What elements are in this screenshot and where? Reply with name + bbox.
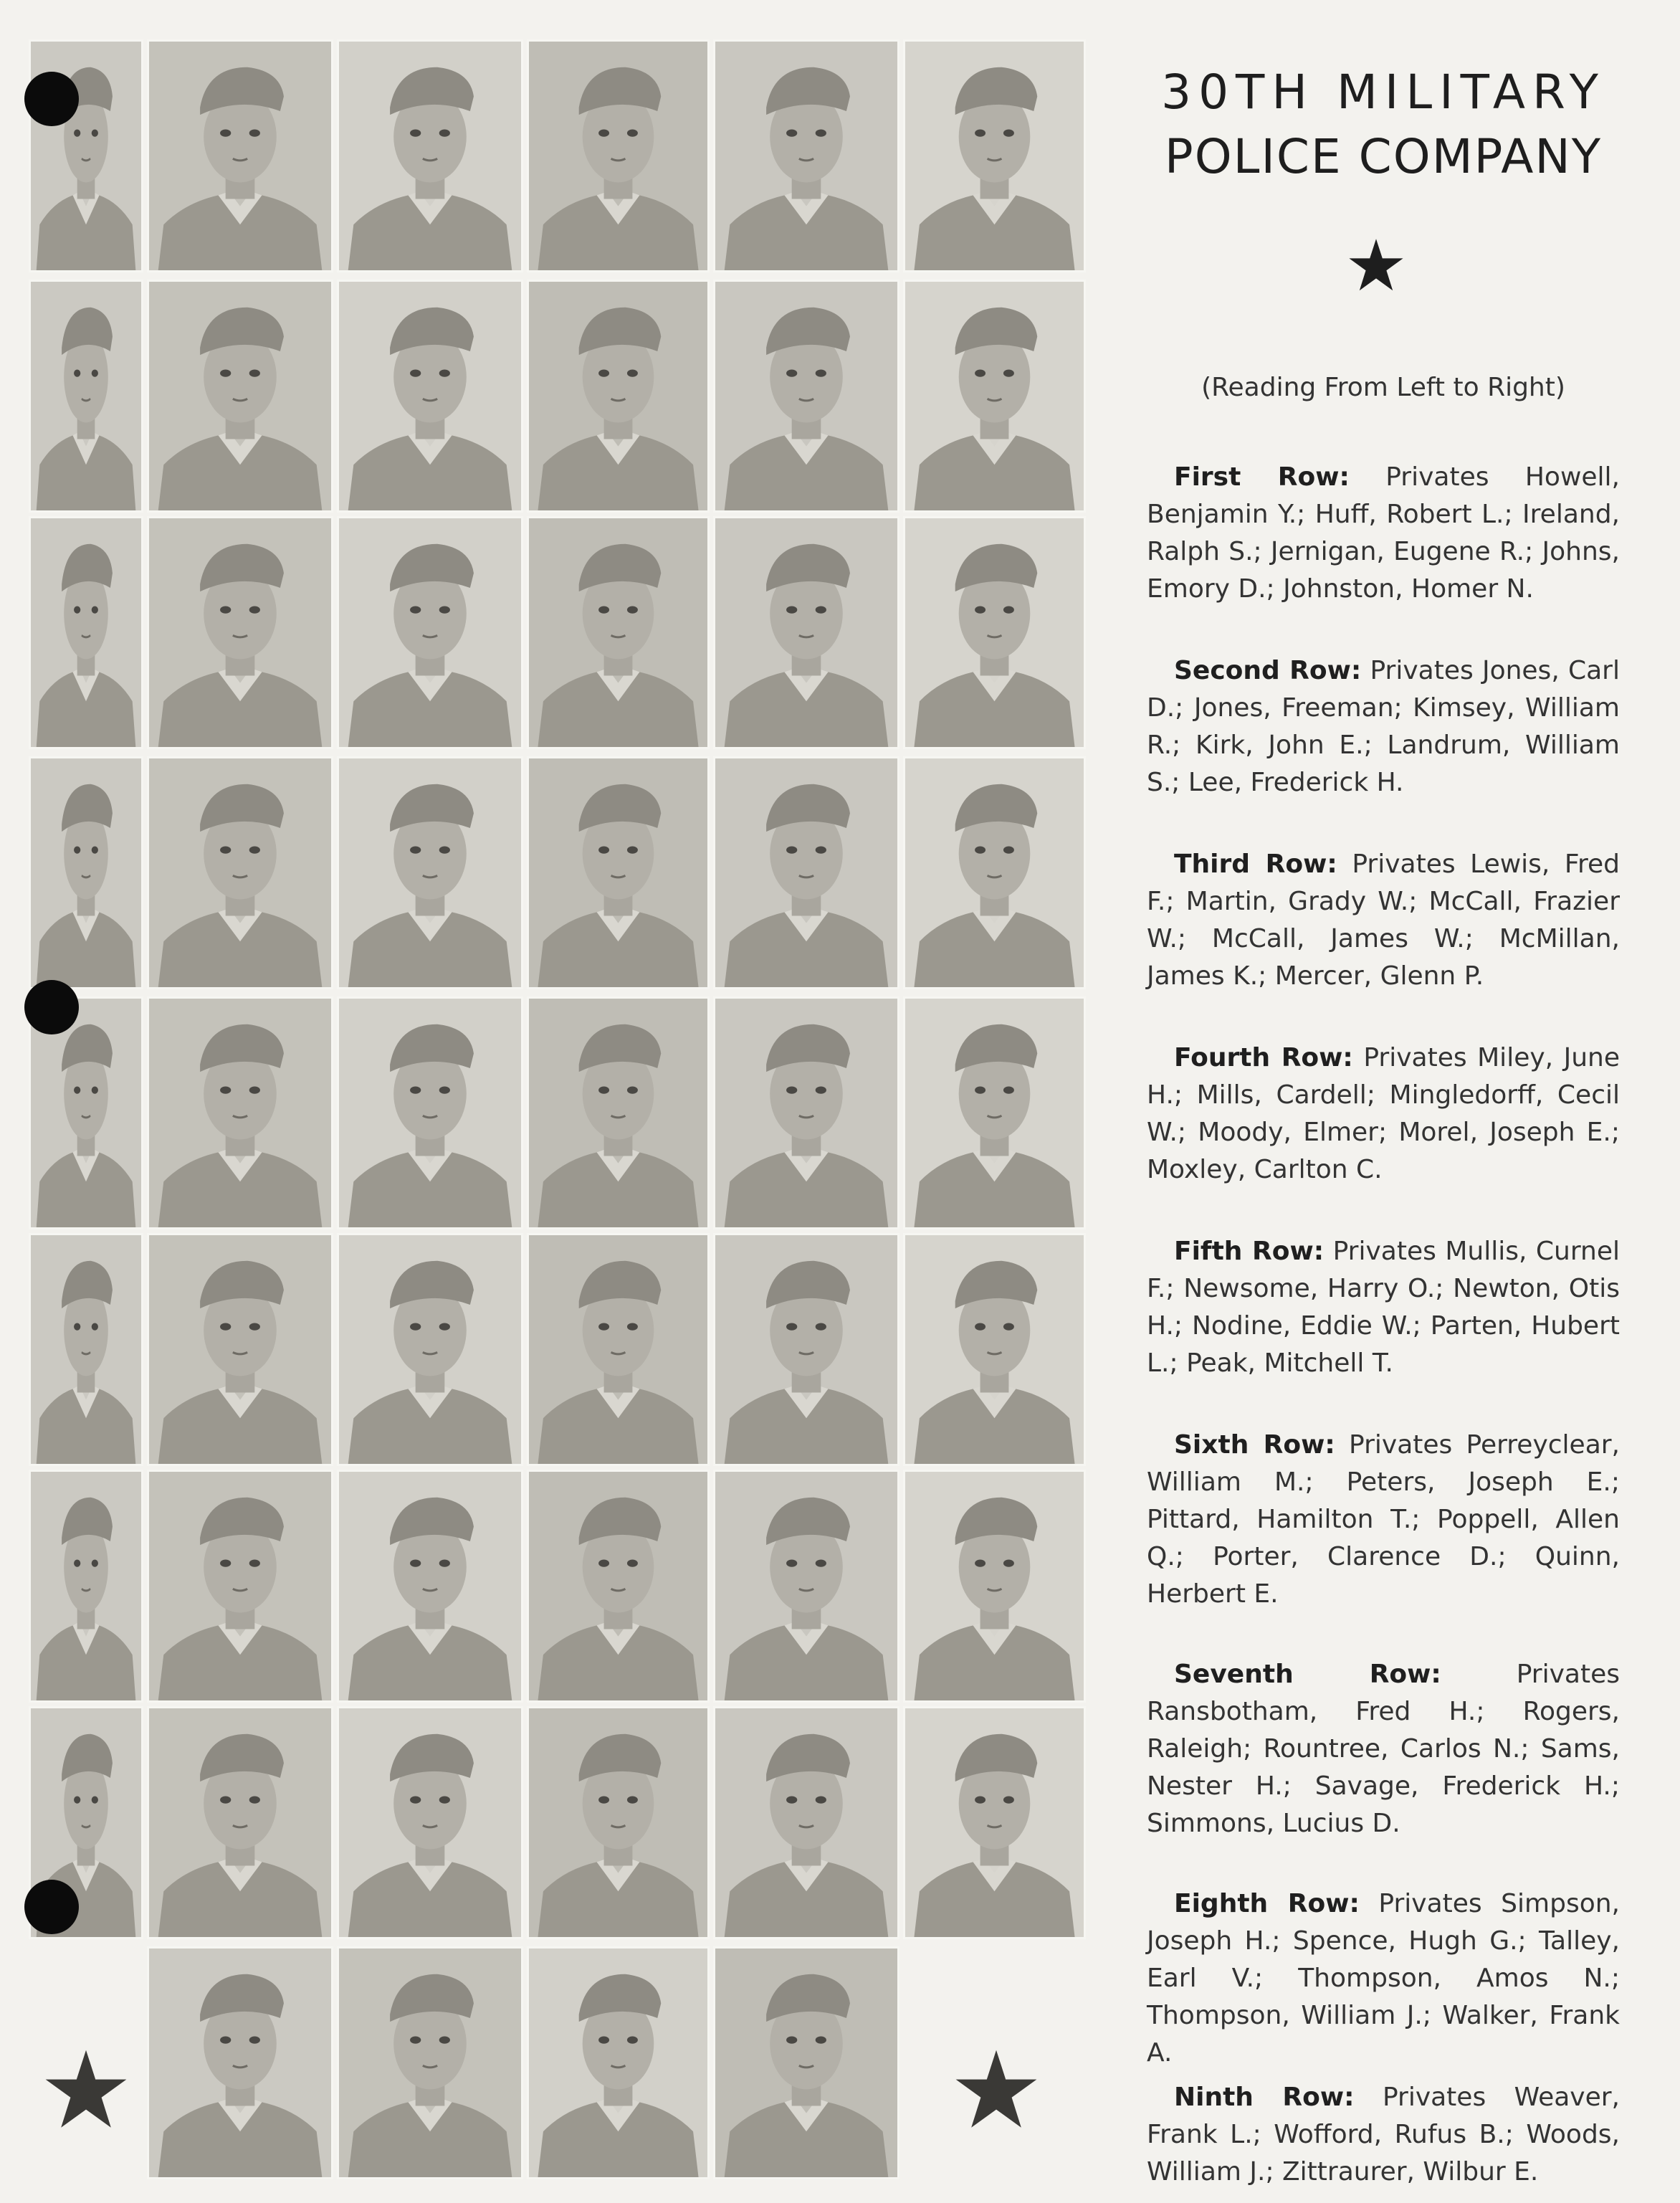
reading-order-note: (Reading From Left to Right) xyxy=(1201,373,1565,402)
row-names: Privates Miley, June H.; Mills, Cardell; Mingledorff, Cecil W.; Moody, Elmer; Morel, Joseph E.; Moxley, Carlton C. xyxy=(1147,1043,1621,1184)
row-label: Third Row: xyxy=(1174,850,1337,879)
row-label: Fourth Row: xyxy=(1174,1043,1353,1072)
portrait-photo xyxy=(337,1470,523,1703)
portrait-photo xyxy=(29,280,143,513)
row-caption-1 xyxy=(1147,459,1620,608)
row-label: Eighth Row: xyxy=(1174,1889,1360,1918)
portrait-photo xyxy=(527,1706,710,1939)
portrait-photo xyxy=(713,996,899,1229)
row-label: Sixth Row: xyxy=(1174,1430,1335,1460)
row-caption-2 xyxy=(1147,652,1620,801)
row-names: Privates Perreyclear, William M.; Peters, Joseph E.; Pittard, Hamilton T.; Poppell, Allen Q.; Porter, Clarence D.; Quinn, Herbert E. xyxy=(1147,1430,1620,1609)
star-icon xyxy=(1347,237,1405,294)
portrait-photo xyxy=(903,1470,1086,1703)
portrait-photo xyxy=(29,516,143,749)
portrait-photo xyxy=(147,280,333,513)
row-caption-4 xyxy=(1147,1039,1620,1189)
portrait-photo xyxy=(713,1470,899,1703)
portrait-photo xyxy=(903,280,1086,513)
row-caption-5 xyxy=(1147,1233,1620,1382)
portrait-photo xyxy=(147,1946,333,2179)
portrait-photo xyxy=(337,996,523,1229)
portrait-photo xyxy=(147,756,333,989)
punch-hole xyxy=(24,1880,79,1934)
row-names: Privates Jones, Carl D.; Jones, Freeman; Kimsey, William R.; Kirk, John E.; Landrum, William S.; Lee, Frederick H. xyxy=(1147,656,1620,797)
row-caption-9 xyxy=(1147,2079,1620,2191)
row-names: Privates Weaver, Frank L.; Wofford, Rufus B.; Woods, William J.; Zittraurer, Wilbur E. xyxy=(1147,2083,1620,2187)
portrait-photo xyxy=(527,996,710,1229)
portrait-photo xyxy=(903,39,1086,272)
portrait-photo xyxy=(527,756,710,989)
portrait-photo xyxy=(29,1470,143,1703)
punch-hole xyxy=(24,980,79,1034)
title-line-2: POLICE COMPANY xyxy=(1164,129,1603,185)
portrait-photo xyxy=(147,1470,333,1703)
row-caption-7 xyxy=(1147,1656,1620,1842)
title-line-1: 30TH MILITARY xyxy=(1161,65,1605,120)
portrait-photo xyxy=(903,1233,1086,1466)
star-icon xyxy=(953,2047,1039,2133)
portrait-photo xyxy=(713,1233,899,1466)
portrait-photo xyxy=(337,516,523,749)
portrait-photo xyxy=(713,1706,899,1939)
portrait-photo xyxy=(713,280,899,513)
portrait-photo xyxy=(903,996,1086,1229)
portrait-photo xyxy=(337,280,523,513)
row-label: Seventh Row: xyxy=(1174,1660,1441,1689)
row-label: Ninth Row: xyxy=(1174,2083,1355,2112)
row-label: Fifth Row: xyxy=(1174,1237,1325,1266)
portrait-photo xyxy=(337,1233,523,1466)
portrait-photo xyxy=(713,1946,899,2179)
caption-column xyxy=(1147,0,1620,2203)
portrait-photo xyxy=(527,1233,710,1466)
punch-hole xyxy=(24,72,79,126)
portrait-photo xyxy=(527,516,710,749)
row-names: Privates Mullis, Curnel F.; Newsome, Harry O.; Newton, Otis H.; Nodine, Eddie W.; Parten, Hubert L.; Peak, Mitchell T. xyxy=(1147,1237,1620,1378)
row-label: First Row: xyxy=(1174,462,1350,492)
portrait-photo xyxy=(147,1233,333,1466)
row-names: Privates Lewis, Fred F.; Martin, Grady W.; McCall, Frazier W.; McCall, James W.; McMillan, James K.; Mercer, Glenn P. xyxy=(1147,850,1620,991)
portrait-photo xyxy=(337,1706,523,1939)
star-icon xyxy=(43,2047,129,2133)
row-caption-6 xyxy=(1147,1427,1620,1613)
row-names: Privates Howell, Benjamin Y.; Huff, Robert L.; Ireland, Ralph S.; Jernigan, Eugene R.; Johns, Emory D.; Johnston, Homer N. xyxy=(1147,462,1620,604)
portrait-photo xyxy=(29,1233,143,1466)
portrait-photo xyxy=(147,996,333,1229)
page-title xyxy=(1147,60,1620,189)
portrait-photo xyxy=(147,39,333,272)
row-names: Privates Ransbotham, Fred H.; Rogers, Raleigh; Rountree, Carlos N.; Sams, Nester H.; Savage, Frederick H.; Simmons, Lucius D. xyxy=(1147,1660,1620,1838)
portrait-photo xyxy=(903,516,1086,749)
row-names: Privates Simpson, Joseph H.; Spence, Hugh G.; Talley, Earl V.; Thompson, Amos N.; Thompson, William J.; Walker, Frank A. xyxy=(1147,1889,1620,2068)
portrait-photo xyxy=(713,516,899,749)
portrait-photo xyxy=(903,1706,1086,1939)
row-caption-8 xyxy=(1147,1885,1620,2072)
row-label: Second Row: xyxy=(1174,656,1362,685)
portrait-photo xyxy=(527,1946,710,2179)
portrait-photo xyxy=(147,516,333,749)
portrait-photo xyxy=(713,756,899,989)
portrait-photo xyxy=(29,756,143,989)
portrait-photo xyxy=(147,1706,333,1939)
portrait-photo xyxy=(527,39,710,272)
portrait-photo xyxy=(337,756,523,989)
portrait-photo xyxy=(527,1470,710,1703)
portrait-photo xyxy=(337,39,523,272)
portrait-photo xyxy=(527,280,710,513)
portrait-photo xyxy=(337,1946,523,2179)
row-caption-3 xyxy=(1147,846,1620,995)
portrait-photo xyxy=(713,39,899,272)
portrait-photo xyxy=(903,756,1086,989)
